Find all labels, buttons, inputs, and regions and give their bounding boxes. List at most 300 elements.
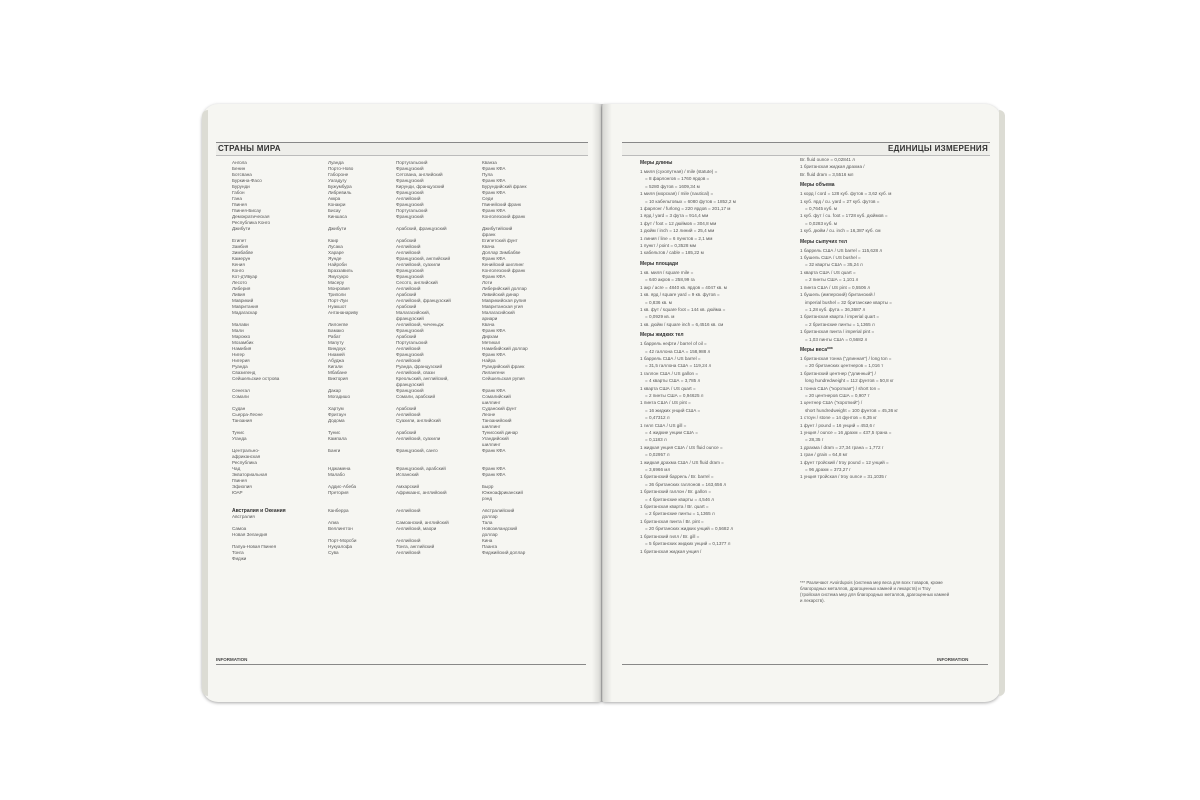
currency-name: Франк КФА xyxy=(482,208,506,213)
unit-conversion-line: = 16 жидких унций США = xyxy=(645,407,701,413)
country-name: Гана xyxy=(232,196,242,201)
currency-name: Египетский фунт xyxy=(482,238,518,243)
capital-name: Малабо xyxy=(328,472,345,477)
country-name: Республика Конго xyxy=(232,220,271,225)
currency-name: Тала xyxy=(482,520,493,525)
currency-name: Франк КФА xyxy=(482,178,506,183)
language-name: Французский xyxy=(396,328,424,333)
country-name: Замбия xyxy=(232,244,249,249)
country-name: Лесото xyxy=(232,280,247,285)
unit-conversion-line: = 8 фарлонгов = 1760 ярдов = xyxy=(645,176,710,182)
open-notebook xyxy=(200,104,1004,704)
language-name: Французский xyxy=(396,352,424,357)
currency-name: Бурундийский франк xyxy=(482,184,527,189)
country-name: Австралия xyxy=(232,514,255,519)
country-name: Тонга xyxy=(232,550,244,555)
unit-conversion-line: 1 миля (сухопутная) / mile (statute) = xyxy=(640,169,718,174)
country-name: Фиджи xyxy=(232,556,247,561)
unit-conversion-line: 1 куб. фут / cu. foot = 1728 куб. дюймов = xyxy=(800,213,888,219)
unit-conversion-line: = 0,02957 л xyxy=(645,452,670,458)
language-name: Португальский xyxy=(396,340,428,345)
country-name: Бурунди xyxy=(232,184,250,189)
currency-name: Дирхам xyxy=(482,334,499,339)
capital-name: Виктория xyxy=(328,376,348,381)
currency-name: Франк КФА xyxy=(482,448,506,453)
capital-name: Уагадугу xyxy=(328,178,347,183)
unit-conversion-line: 1 кв. ярд / square yard = 9 кв. футов = xyxy=(640,292,720,298)
language-name: Руанда, французский xyxy=(396,364,443,369)
unit-conversion-line: = 20 британских центнеров = 1,016 т xyxy=(805,363,884,369)
country-name: Уганда xyxy=(232,436,247,441)
language-name: французский xyxy=(396,316,424,321)
currency-name: Паанга xyxy=(482,544,498,549)
unit-conversion-line: 1 гилл США / US gill = xyxy=(640,422,687,428)
unit-conversion-line: 1 кварта США / US quart = xyxy=(640,385,696,391)
unit-conversion-line: = 4 британские кварты = 4,546 л xyxy=(645,496,714,502)
capital-name: Абуджа xyxy=(328,358,345,363)
capital-name: Лилонгве xyxy=(328,322,349,327)
currency-name: доллар xyxy=(482,514,498,519)
unit-conversion-line: = 0,1183 л xyxy=(645,437,667,443)
language-name: Малагасийский, xyxy=(396,310,430,315)
countries-column xyxy=(232,160,286,562)
unit-conversion-line: 1 британский баррель / Br. barrel = xyxy=(640,474,714,480)
country-name: Марокко xyxy=(232,334,251,339)
currency-name: Франк КФА xyxy=(482,466,506,471)
unit-conversion-line: imperial bushel = 32 британские кварты = xyxy=(805,299,892,305)
language-name: Французский, английский xyxy=(396,256,451,261)
currency-name: Франк КФА xyxy=(482,388,506,393)
currency-name: Седи xyxy=(482,196,494,201)
left-page-edge xyxy=(202,110,208,696)
capital-name: Луанда xyxy=(328,160,344,165)
language-name: Арабский xyxy=(396,292,417,297)
language-name: Английский xyxy=(396,244,421,249)
capital-name: Додома xyxy=(328,418,345,423)
currency-name: Франк КФА xyxy=(482,352,506,357)
capital-name: Лусака xyxy=(328,244,343,249)
capital-name: Нджамена xyxy=(328,466,351,471)
currency-name: Австралийский xyxy=(482,508,515,513)
currencies-column xyxy=(482,160,528,556)
unit-conversion-line: = 10 кабельтовых = 6080 футов = 1852,2 м xyxy=(645,198,736,204)
capital-name: Сува xyxy=(328,550,339,555)
country-name: Мавритания xyxy=(232,304,259,309)
country-name: Намибия xyxy=(232,346,252,351)
country-name: Папуа-Новая Гвинея xyxy=(232,544,277,549)
unit-conversion-line: 1 фунт тройский / troy pound = 12 унций = xyxy=(800,459,889,465)
unit-conversion-line: = 0,0929 кв. м xyxy=(645,314,675,320)
capital-name: Нуакшот xyxy=(328,304,347,309)
currency-name: ариари xyxy=(482,316,498,321)
country-name: Сьерра-Леоне xyxy=(232,412,263,417)
language-name: Сесото, английский xyxy=(396,280,438,285)
unit-conversion-line: 1 британская кварта / imperial quart = xyxy=(800,314,880,320)
unit-conversion-line: 1 центнер США ("короткий") / xyxy=(800,400,863,406)
country-name: Габон xyxy=(232,190,245,195)
unit-conversion-line: = 0,836 кв. м xyxy=(645,299,672,305)
country-name: Либерия xyxy=(232,286,251,291)
language-name: Французский, арабский xyxy=(396,466,446,471)
language-name: Английский xyxy=(396,196,421,201)
unit-conversion-line: 1 бушель США / US bushel = xyxy=(800,255,861,261)
country-name: Мадагаскар xyxy=(232,310,258,315)
currency-name: Франк КФА xyxy=(482,472,506,477)
currency-name: Гвинейский франк xyxy=(482,202,522,207)
unit-conversion-line: 1 британская пинта / Br. pint = xyxy=(640,518,704,524)
unit-conversion-line: 1 пинта США / US pint = 0,5506 л xyxy=(800,284,871,290)
capital-name: Конакри xyxy=(328,202,346,207)
currency-name: Конголезский франк xyxy=(482,214,526,219)
language-name: Французский xyxy=(396,388,424,393)
capital-name: Бисау xyxy=(328,208,341,213)
unit-conversion-line: 1 кв. миля / square mile = xyxy=(640,269,694,275)
language-name: Французский xyxy=(396,214,424,219)
country-name: Руанда xyxy=(232,364,248,369)
unit-conversion-line: 1 стоун / stone = 14 фунтов = 6,35 кг xyxy=(800,415,877,421)
currency-name: Конголезский франк xyxy=(482,268,526,273)
unit-conversion-line: 1 фут / foot = 12 дюймов = 304,8 мм xyxy=(640,220,717,226)
unit-conversion-line: 1 кв. фут / square foot = 144 кв. дюйма = xyxy=(640,306,726,312)
capital-name: Киншаса xyxy=(328,214,347,219)
currency-name: Пула xyxy=(482,172,493,177)
currency-name: Найра xyxy=(482,358,496,363)
unit-conversion-line: = 5 британских жидких унций = 0,1377 л xyxy=(645,541,731,547)
region-heading: Австралия и Океания xyxy=(232,508,286,514)
language-name: Африкаанс, английский xyxy=(396,490,447,495)
country-name: Ангола xyxy=(232,160,247,165)
country-name: Мозамбик xyxy=(232,340,254,345)
capital-name: Мбабане xyxy=(328,370,348,375)
country-name: Нигерия xyxy=(232,358,250,363)
country-name: Гвинея xyxy=(232,202,247,207)
currency-name: Танзанийский xyxy=(482,418,512,423)
unit-conversion-line: 1 бушель (имперский) британский / xyxy=(800,292,876,298)
language-name: Арабский xyxy=(396,304,417,309)
capital-name: Яунде xyxy=(328,256,342,261)
country-name: Мали xyxy=(232,328,244,333)
language-name: Английский xyxy=(396,286,421,291)
currency-name: шиллинг xyxy=(482,400,501,405)
unit-conversion-line: = 4 кварты США = 3,785 л xyxy=(645,378,701,384)
currency-name: Намибийский доллар xyxy=(482,346,528,351)
country-name: ЮАР xyxy=(232,490,243,495)
unit-conversion-line: = 20 центнеров США = 0,907 т xyxy=(805,392,870,398)
currency-name: Лилангени xyxy=(482,370,505,375)
unit-conversion-line: = 2 британские пинты = 1,1365 л xyxy=(645,511,715,517)
currency-name: доллар xyxy=(482,532,498,537)
country-name: Малави xyxy=(232,322,249,327)
language-name: Английский xyxy=(396,538,421,543)
unit-conversion-line: 1 куб. дюйм / cu. inch = 16,387 куб. см xyxy=(800,228,881,234)
currency-name: Суданский фунт xyxy=(482,406,517,411)
unit-conversion-line: 1 ярд / yard = 3 фута = 914,4 мм xyxy=(640,213,709,219)
currency-name: шиллинг xyxy=(482,442,501,447)
currency-name: Малагасийский xyxy=(482,310,515,315)
unit-conversion-line: = 640 акров = 258,99 га xyxy=(645,277,695,283)
language-name: французский xyxy=(396,382,424,387)
currency-name: Метикал xyxy=(482,340,501,345)
language-name: Арабский xyxy=(396,238,417,243)
language-name: Французский xyxy=(396,268,424,273)
left-footer-label: INFORMATION xyxy=(216,657,250,662)
language-name: Английский xyxy=(396,346,421,351)
unit-conversion-line: = 28,35 г xyxy=(805,437,824,443)
unit-conversion-line: 1 дюйм / inch = 12 линий = 25,4 мм xyxy=(640,228,715,234)
unit-conversion-line: 1 тонна США ("короткая") / short ton = xyxy=(800,385,881,391)
capital-name: Канберра xyxy=(328,508,349,513)
unit-conversion-line: = 96 драхм = 373,27 г xyxy=(805,467,851,473)
unit-conversion-line: 1 пинта США / US pint = xyxy=(640,400,691,406)
units-section-title: ЕДИНИЦЫ ИЗМЕРЕНИЯ xyxy=(622,142,990,156)
currency-name: Угандийский xyxy=(482,436,509,441)
currency-name: Лоти xyxy=(482,280,493,285)
unit-conversion-line: 1 жидкая унция США / US fluid ounce = xyxy=(640,444,723,450)
country-name: африканская xyxy=(232,454,261,459)
book-gutter xyxy=(592,104,612,702)
unit-conversion-line: Br. fluid dram = 3,5516 мл xyxy=(800,171,854,177)
unit-group-heading: Меры жидких тел xyxy=(640,332,684,339)
currency-name: Маврикийская рупия xyxy=(482,298,527,303)
capital-name: Порт-Луи xyxy=(328,298,348,303)
currency-name: шиллинг xyxy=(482,424,501,429)
unit-conversion-line: 1 унция тройская / troy ounce = 31,1035 г xyxy=(800,474,887,480)
language-name: Французский xyxy=(396,178,424,183)
language-name: Французский xyxy=(396,202,424,207)
unit-conversion-line: 1 миля (морская) / mile (nautical) = xyxy=(640,191,714,197)
capital-name: Монровия xyxy=(328,286,350,291)
language-name: Арабский xyxy=(396,334,417,339)
unit-conversion-line: 1 жидкая драхма США / US fluid dram = xyxy=(640,459,724,465)
unit-conversion-line: 1 британский центнер ("длинный") / xyxy=(800,370,876,376)
country-name: Свазиленд xyxy=(232,370,256,375)
right-footer-label: INFORMATION xyxy=(934,657,971,662)
country-name: Ботсвана xyxy=(232,172,252,177)
language-name: Английский xyxy=(396,412,421,417)
currency-name: Франк КФА xyxy=(482,256,506,261)
unit-conversion-line: 1 куб. ярд / cu. yard = 27 куб. футов = xyxy=(800,198,880,204)
left-footer-rule xyxy=(216,664,586,665)
unit-conversion-line: = 42 галлона США = 158,988 л xyxy=(645,348,711,354)
capital-name: Аддис-Абеба xyxy=(328,484,357,489)
capital-name: Каир xyxy=(328,238,339,243)
unit-group-heading: Меры объема xyxy=(800,182,835,189)
unit-group-heading: Меры длины xyxy=(640,160,673,166)
unit-conversion-line: 1 баррель США / US barrel = 115,628 л xyxy=(800,247,883,253)
language-name: Кирунди, французский xyxy=(396,184,445,189)
unit-conversion-line: 1 унция / ounce = 16 драхм = 437,5 грана = xyxy=(800,430,892,435)
unit-conversion-line: 1 британская тонна ("длинная") / long ton = xyxy=(800,355,892,361)
unit-conversion-line: = 1,03 пинты США = 0,5682 л xyxy=(805,336,868,342)
unit-conversion-line: 1 драхма / dram = 27,34 грана = 1,772 г xyxy=(800,444,884,450)
language-name: Арабский xyxy=(396,430,417,435)
unit-conversion-line: 1 фунт / pound = 16 унций = 453,6 г xyxy=(800,422,876,428)
country-name: Самоа xyxy=(232,526,247,531)
currency-name: Франк КФА xyxy=(482,190,506,195)
capital-name: Ямусукро xyxy=(328,274,349,279)
capital-name: Порто-Ново xyxy=(328,166,354,171)
language-name: Французский, санго xyxy=(396,448,438,453)
capitals-column xyxy=(328,160,358,556)
country-name: Кот-д'Ивуар xyxy=(232,274,258,279)
currency-name: Сейшельская рупия xyxy=(482,376,525,381)
capital-name: Тунис xyxy=(328,430,341,435)
language-name: Сомали, арабский xyxy=(396,394,436,399)
country-name: Сейшельские острова xyxy=(232,376,280,381)
countries-section-title: СТРАНЫ МИРА xyxy=(216,142,588,156)
unit-conversion-line: 1 гран / grain = 64,8 мг xyxy=(800,452,848,458)
currency-name: франк xyxy=(482,232,496,237)
country-name: Кения xyxy=(232,262,245,267)
capital-name: Бамако xyxy=(328,328,344,333)
capital-name: Хараре xyxy=(328,250,344,255)
unit-conversion-line: 1 баррель нефти / barrel of oil = xyxy=(640,341,707,347)
capital-name: Триполи xyxy=(328,292,346,297)
country-name: Египет xyxy=(232,238,247,243)
unit-conversion-line: 1 британская пинта / imperial pint = xyxy=(800,329,875,335)
unit-conversion-line: 1 линия / line = 6 пунктов = 2,1 мм xyxy=(640,235,713,241)
language-name: Английский, чиченьдж xyxy=(396,322,444,327)
capital-name: Рабат xyxy=(328,334,341,339)
unit-conversion-line: 1 кв. дюйм / square inch = 6,4516 кв. см xyxy=(640,321,724,327)
capital-name: Габороне xyxy=(328,172,349,177)
capital-name: Хартум xyxy=(328,406,344,411)
language-name: Креольский, английский, xyxy=(396,376,449,381)
currency-name: Квача xyxy=(482,244,495,249)
currency-name: Южноафриканский xyxy=(482,490,523,495)
country-name: Сенегал xyxy=(232,388,250,393)
country-name: Демократическая xyxy=(232,214,270,219)
capital-name: Найроби xyxy=(328,262,347,267)
currency-name: Леоне xyxy=(482,412,496,417)
currency-name: Новозеландский xyxy=(482,526,518,531)
currency-name: Сомалийский xyxy=(482,394,511,399)
currency-name: Тунисский динар xyxy=(482,430,518,435)
unit-conversion-line: 1 британская кварта / Br. quart = xyxy=(640,504,709,510)
unit-conversion-line: 1 пункт / point = 0,3528 мм xyxy=(640,243,696,249)
language-name: Английский, суахили xyxy=(396,436,441,441)
unit-conversion-line: = 3,6966 мл xyxy=(645,467,671,473)
right-page-edge xyxy=(999,110,1005,696)
unit-conversion-line: 1 британский галлон / Br. gallon = xyxy=(640,489,712,495)
capital-name: Антананариву xyxy=(328,310,359,315)
capital-name: Мапуту xyxy=(328,340,344,345)
unit-conversion-line: 1 баррель США / US barrel = xyxy=(640,355,701,361)
capital-name: Порт-Морсби xyxy=(328,538,357,543)
unit-conversion-line: = 4 жидкие унции США = xyxy=(645,430,698,435)
capital-name: Банги xyxy=(328,448,341,453)
language-name: Тонга, английский xyxy=(396,544,435,549)
unit-conversion-line: 1 британский гилл / Br. gill = xyxy=(640,533,700,539)
capital-name: Бужумбура xyxy=(328,184,352,189)
country-name: Нигер xyxy=(232,352,245,357)
country-name: Тунис xyxy=(232,430,245,435)
country-name: Гвинея xyxy=(232,478,247,483)
unit-conversion-line: = 1,28 куб. фута = 36,3687 л xyxy=(805,306,866,312)
capital-name: Ниамей xyxy=(328,352,345,357)
language-name: Сетсвана, английский xyxy=(396,172,443,177)
capital-name: Веллингтон xyxy=(328,526,353,531)
country-name: Сомали xyxy=(232,394,249,399)
capital-name: Масеру xyxy=(328,280,345,285)
language-name: Португальский xyxy=(396,160,428,165)
country-name: Буркина-Фасо xyxy=(232,178,262,183)
currency-name: Квача xyxy=(482,322,495,327)
language-name: Французский xyxy=(396,166,424,171)
capital-name: Браззавиль xyxy=(328,268,353,273)
currency-name: Кванза xyxy=(482,160,497,165)
language-name: Португальский xyxy=(396,208,428,213)
unit-conversion-line: 1 кабельтов / cable = 185,22 м xyxy=(640,250,704,256)
capital-name: Джибути xyxy=(328,226,347,231)
capital-name: Апиа xyxy=(328,520,339,525)
language-name: Французский xyxy=(396,190,424,195)
language-name: Амхарский xyxy=(396,484,420,489)
capital-name: Фритаун xyxy=(328,412,347,417)
country-name: Камерун xyxy=(232,256,251,261)
currency-name: Мавританская угия xyxy=(482,304,523,309)
language-name: Английский, французский xyxy=(396,298,451,303)
languages-column xyxy=(396,160,451,556)
unit-group-heading: Меры площади xyxy=(640,260,679,267)
currency-name: рэнд xyxy=(482,496,493,501)
language-name: Английский xyxy=(396,550,421,555)
currency-name: Либерийский доллар xyxy=(482,286,527,291)
language-name: Испанский xyxy=(396,472,419,477)
currency-name: Руандийский франк xyxy=(482,364,525,369)
unit-conversion-line: = 2 пинты США = 1,101 л xyxy=(805,277,859,283)
unit-group-heading: Меры веса*** xyxy=(800,346,833,353)
capital-name: Нукуалофа xyxy=(328,544,353,549)
unit-conversion-line: = 2 пинты США = 0,94625 л xyxy=(645,392,704,398)
currency-name: Джибутийский xyxy=(482,226,513,231)
language-name: Английский xyxy=(396,358,421,363)
capital-name: Кампала xyxy=(328,436,347,441)
language-name: Английский, свази xyxy=(396,370,435,375)
country-name: Центрально- xyxy=(232,448,260,453)
language-name: Английский, суахили xyxy=(396,262,441,267)
unit-conversion-line: 1 галлон США / US gallon = xyxy=(640,370,699,376)
country-name: Бенин xyxy=(232,166,246,171)
units-column-2 xyxy=(800,156,898,481)
unit-conversion-line: long hundredweight = 112 фунтов = 50,8 кг xyxy=(805,378,894,384)
country-name: Гвинея-Бисау xyxy=(232,208,262,213)
unit-conversion-line: short hundredweight = 100 фунтов = 45,36 кг xyxy=(805,407,899,413)
unit-conversion-line: = 5280 футов = 1609,34 м xyxy=(645,183,700,189)
unit-conversion-line: 1 кварта США / US quart = xyxy=(800,269,856,275)
unit-conversion-line: 1 корд / cord = 128 куб. футов = 3,62 куб. м xyxy=(800,191,892,197)
currency-name: Кенийский шиллинг xyxy=(482,262,525,267)
country-name: Новая Зеландия xyxy=(232,532,268,537)
capital-name: Виндхук xyxy=(328,346,346,351)
currency-name: Франк КФА xyxy=(482,328,506,333)
unit-conversion-line: Br. fluid ounce = 0,02841 л xyxy=(800,157,855,162)
country-name: Танзания xyxy=(232,418,252,423)
country-name: Эфиопия xyxy=(232,484,252,489)
country-name: Конго xyxy=(232,268,244,273)
unit-conversion-line: = 36 британских галлонов = 163,656 л xyxy=(645,481,727,487)
language-name: Арабский xyxy=(396,406,417,411)
currency-name: Бырр xyxy=(482,484,494,489)
right-footer-rule xyxy=(622,664,988,665)
unit-conversion-line: 1 фарлонг / furlong = 220 ярдов = 201,17 м xyxy=(640,206,731,212)
country-name: Маврикий xyxy=(232,298,254,303)
language-name: Арабский, французский xyxy=(396,226,447,231)
currency-name: Франк КФА xyxy=(482,166,506,171)
country-name: Джибути xyxy=(232,226,251,231)
country-name: Экваториальная xyxy=(232,472,268,477)
unit-conversion-line: 1 акр / acre = 4840 кв. ярдов = 4047 кв. м xyxy=(640,284,727,290)
